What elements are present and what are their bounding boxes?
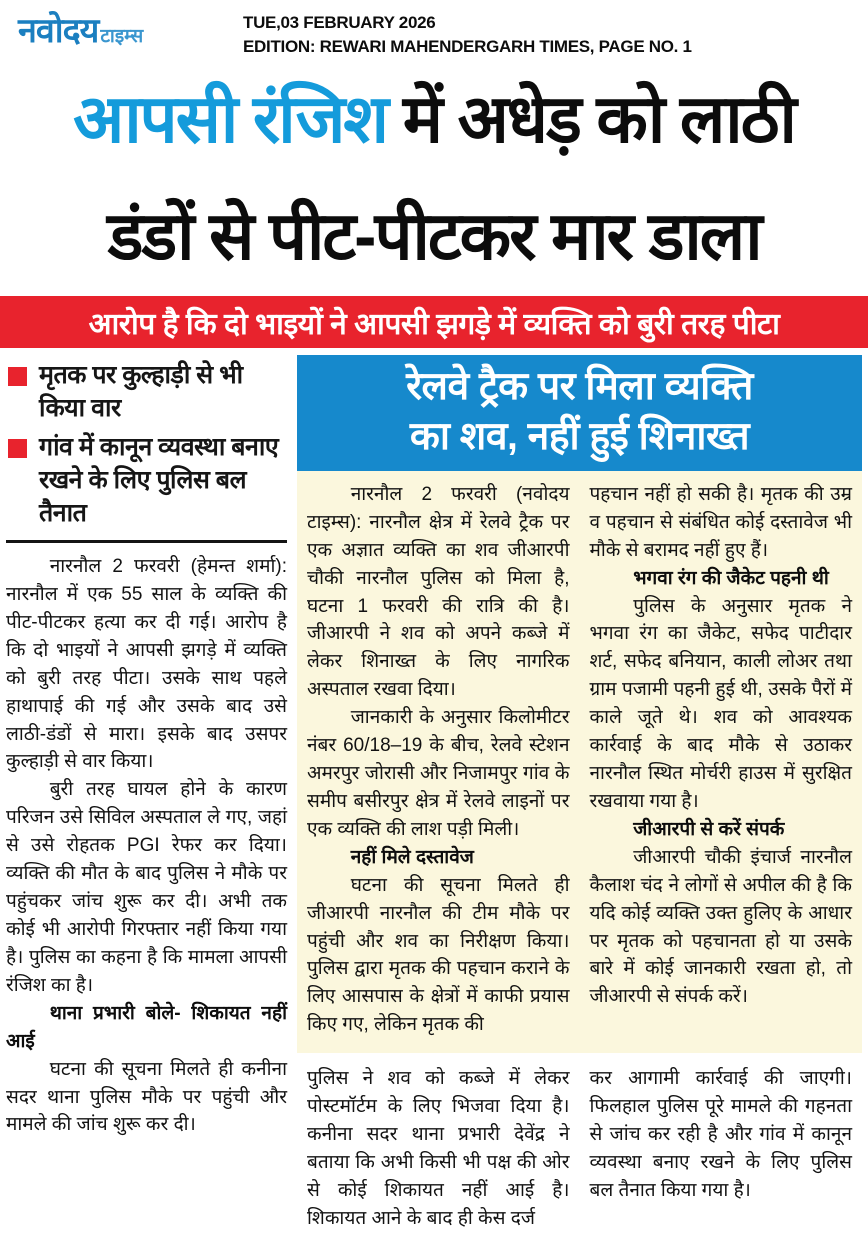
story1-paragraph-3: घटना की सूचना मिलते ही कनीना सदर थाना पुलिस मौके पर पहुंची और मामले की जांच शुरू कर दी। bbox=[6, 1058, 287, 1136]
story2-columns bbox=[297, 471, 862, 1053]
story2-col1-paragraph-2: जानकारी के अनुसार किलोमीटर नंबर 60/18–19 के बीच, रेलवे स्टेशन अमरपुर जोरासी और निजामपुर गांव के समीप बसीरपुर क्षेत्र में रेलवे लाइनों पर एक व्यक्ति की लाश पड़ी मिली। bbox=[307, 707, 570, 840]
story2-col1-paragraph-1: नारनौल 2 फरवरी (नवोदय टाइम्स): नारनौल क्षेत्र में रेलवे ट्रैक पर एक अज्ञात व्यक्ति का शव जीआरपी चौकी नारनौल पुलिस को मिला है, घटना 1 फरवरी की रात्रि की है। जीआरपी ने शव को अपने कब्जे में लेकर शिनाख्त के लिए नागरिक अस्पताल रखवा दिया। bbox=[307, 483, 570, 701]
story2-headline-line1: रेलवे ट्रैक पर मिला व्यक्ति bbox=[406, 365, 753, 408]
story2-col2-paragraph-3: जीआरपी चौकी इंचार्ज नारनौल कैलाश चंद ने लोगों से अपील की है कि यदि कोई व्यक्ति उक्त हुलिए के आधार पर मृतक को पहचानता हो या उसके बारे में कोई जानकारी रखता हो, तो जीआरपी से संपर्क करें। bbox=[589, 846, 852, 1008]
story1-paragraph-1: नारनौल 2 फरवरी (हेमन्त शर्मा): नारनौल में एक 55 साल के व्यक्ति की पीट-पीटकर हत्या कर दी गई। आरोप है कि दो भाइयों ने आपसी झगड़े में व्यक्ति को बुरी तरह पीटा। उसके साथ पहले हाथापाई की गई और उसके बाद उसे लाठी-डंडों से मारा। इसके बाद उसपर कुल्हाड़ी से वार किया। bbox=[6, 556, 287, 773]
content-area bbox=[0, 348, 868, 1233]
main-headline bbox=[0, 58, 868, 292]
story2-box bbox=[297, 355, 862, 1053]
story1-continuation-paragraph-2: कर आगामी कार्रवाई की जाएगी। फिलहाल पुलिस पूरे मामले की गहनता से जांच कर रही है और गांव में कानून व्यवस्था बनाए रखने के लिए पुलिस बल तैनात किया गया है। bbox=[589, 1068, 852, 1201]
story1-bullet-list bbox=[6, 355, 287, 530]
story2-col2-subhead-1: भगवा रंग की जैकेट पहनी थी bbox=[633, 567, 829, 589]
story1-subhead: थाना प्रभारी बोले- शिकायत नहीं आई bbox=[6, 1002, 287, 1052]
headline-line-2: डंडों से पीट-पीटकर मार डाला bbox=[107, 198, 761, 274]
red-square-bullet-icon bbox=[8, 367, 27, 386]
newspaper-logo bbox=[18, 8, 243, 48]
story1-continuation-paragraph-1: पुलिस ने शव को कब्जे में लेकर पोस्टमॉर्टम के लिए भिजवा दिया है। कनीना सदर थाना प्रभारी देवेंद्र ने बताया कि अभी किसी भी पक्ष की ओर से कोई शिकायत नहीं आई है। शिकायत आने के बाद ही केस दर्ज bbox=[307, 1068, 570, 1229]
story1-column bbox=[6, 355, 287, 1233]
story2-col1-paragraph-3: घटना की सूचना मिलते ही जीआरपी नारनौल की टीम मौके पर पहुंची और शव का निरीक्षण किया। पुलिस द्वारा मृतक की पहचान कराने के लिए आसपास के क्षेत्रों में काफी प्रयास किए गए, लेकिन मृतक की bbox=[307, 874, 570, 1036]
bullet-text: गांव में कानून व्यवस्था बनाए रखने के लिए पुलिस बल तैनात bbox=[39, 433, 279, 527]
headline-line-1 bbox=[0, 58, 868, 180]
red-square-bullet-icon bbox=[8, 439, 27, 458]
story2-col2-paragraph-2: पुलिस के अनुसार मृतक ने भगवा रंग का जैकेट, सफेद पाटीदार शर्ट, सफेद बनियान, काली लोअर तथा ग्राम पजामी पहनी हुई थी, उसके पैरों में काले जूते थे। शव को आवश्यक कार्रवाई के बाद मौके से उठाकर नारनौल स्थित मोर्चरी हाउस में सुरक्षित रखवाया गया है। bbox=[589, 595, 852, 812]
story2-column-1 bbox=[307, 481, 570, 1039]
story1-continuation-col1 bbox=[307, 1065, 570, 1233]
headline-line1-black: में अधेड़ को लाठी bbox=[402, 81, 795, 157]
bullet-item bbox=[8, 431, 285, 530]
bullet-item bbox=[8, 359, 285, 425]
subheadline-strip: आरोप है कि दो भाइयों ने आपसी झगड़े में व्यक्ति को बुरी तरह पीटा bbox=[0, 296, 868, 348]
story2-col2-paragraph-1: पहचान नहीं हो सकी है। मृतक की उम्र व पहचान से संबंधित कोई दस्तावेज भी मौके से बरामद नहीं हुए हैं। bbox=[589, 483, 852, 561]
date-line: TUE,03 FEBRUARY 2026 bbox=[243, 13, 436, 32]
story1-paragraph-2: बुरी तरह घायल होने के कारण परिजन उसे सिविल अस्पताल ले गए, जहां से उसे रोहतक PGI रेफर कर दिया। व्यक्ति की मौत के बाद पुलिस ने मौके पर पहुंचकर जांच शुरू कर दी। अभी तक कोई भी आरोपी गिरफ्तार नहीं किया गया है। पुलिस का कहना है कि मामला आपसी रंजिश का है। bbox=[6, 779, 287, 996]
story2-headline bbox=[297, 355, 862, 471]
column-divider-rule bbox=[6, 540, 287, 543]
story2-col1-subhead: नहीं मिले दस्तावेज bbox=[350, 846, 474, 868]
bullet-text: मृतक पर कुल्हाड़ी से भी किया वार bbox=[39, 361, 243, 422]
story1-continuation bbox=[297, 1053, 862, 1233]
story2-column-2 bbox=[590, 481, 853, 1039]
story2-col2-subhead-2: जीआरपी से करें संपर्क bbox=[633, 818, 785, 840]
story1-continuation-col2 bbox=[590, 1065, 853, 1233]
story1-body bbox=[6, 553, 287, 1139]
logo-text-main: नवोदय bbox=[18, 12, 99, 50]
edition-line: EDITION: REWARI MAHENDERGARH TIMES, PAGE NO. 1 bbox=[243, 36, 692, 56]
masthead-meta bbox=[243, 8, 692, 59]
masthead bbox=[0, 0, 868, 58]
right-area bbox=[297, 355, 862, 1233]
logo-text-sub: टाइम्स bbox=[100, 26, 144, 47]
headline-line1-blue: आपसी रंजिश bbox=[73, 81, 387, 157]
story2-headline-line2: का शव, नहीं हुई शिनाख्त bbox=[409, 414, 750, 458]
